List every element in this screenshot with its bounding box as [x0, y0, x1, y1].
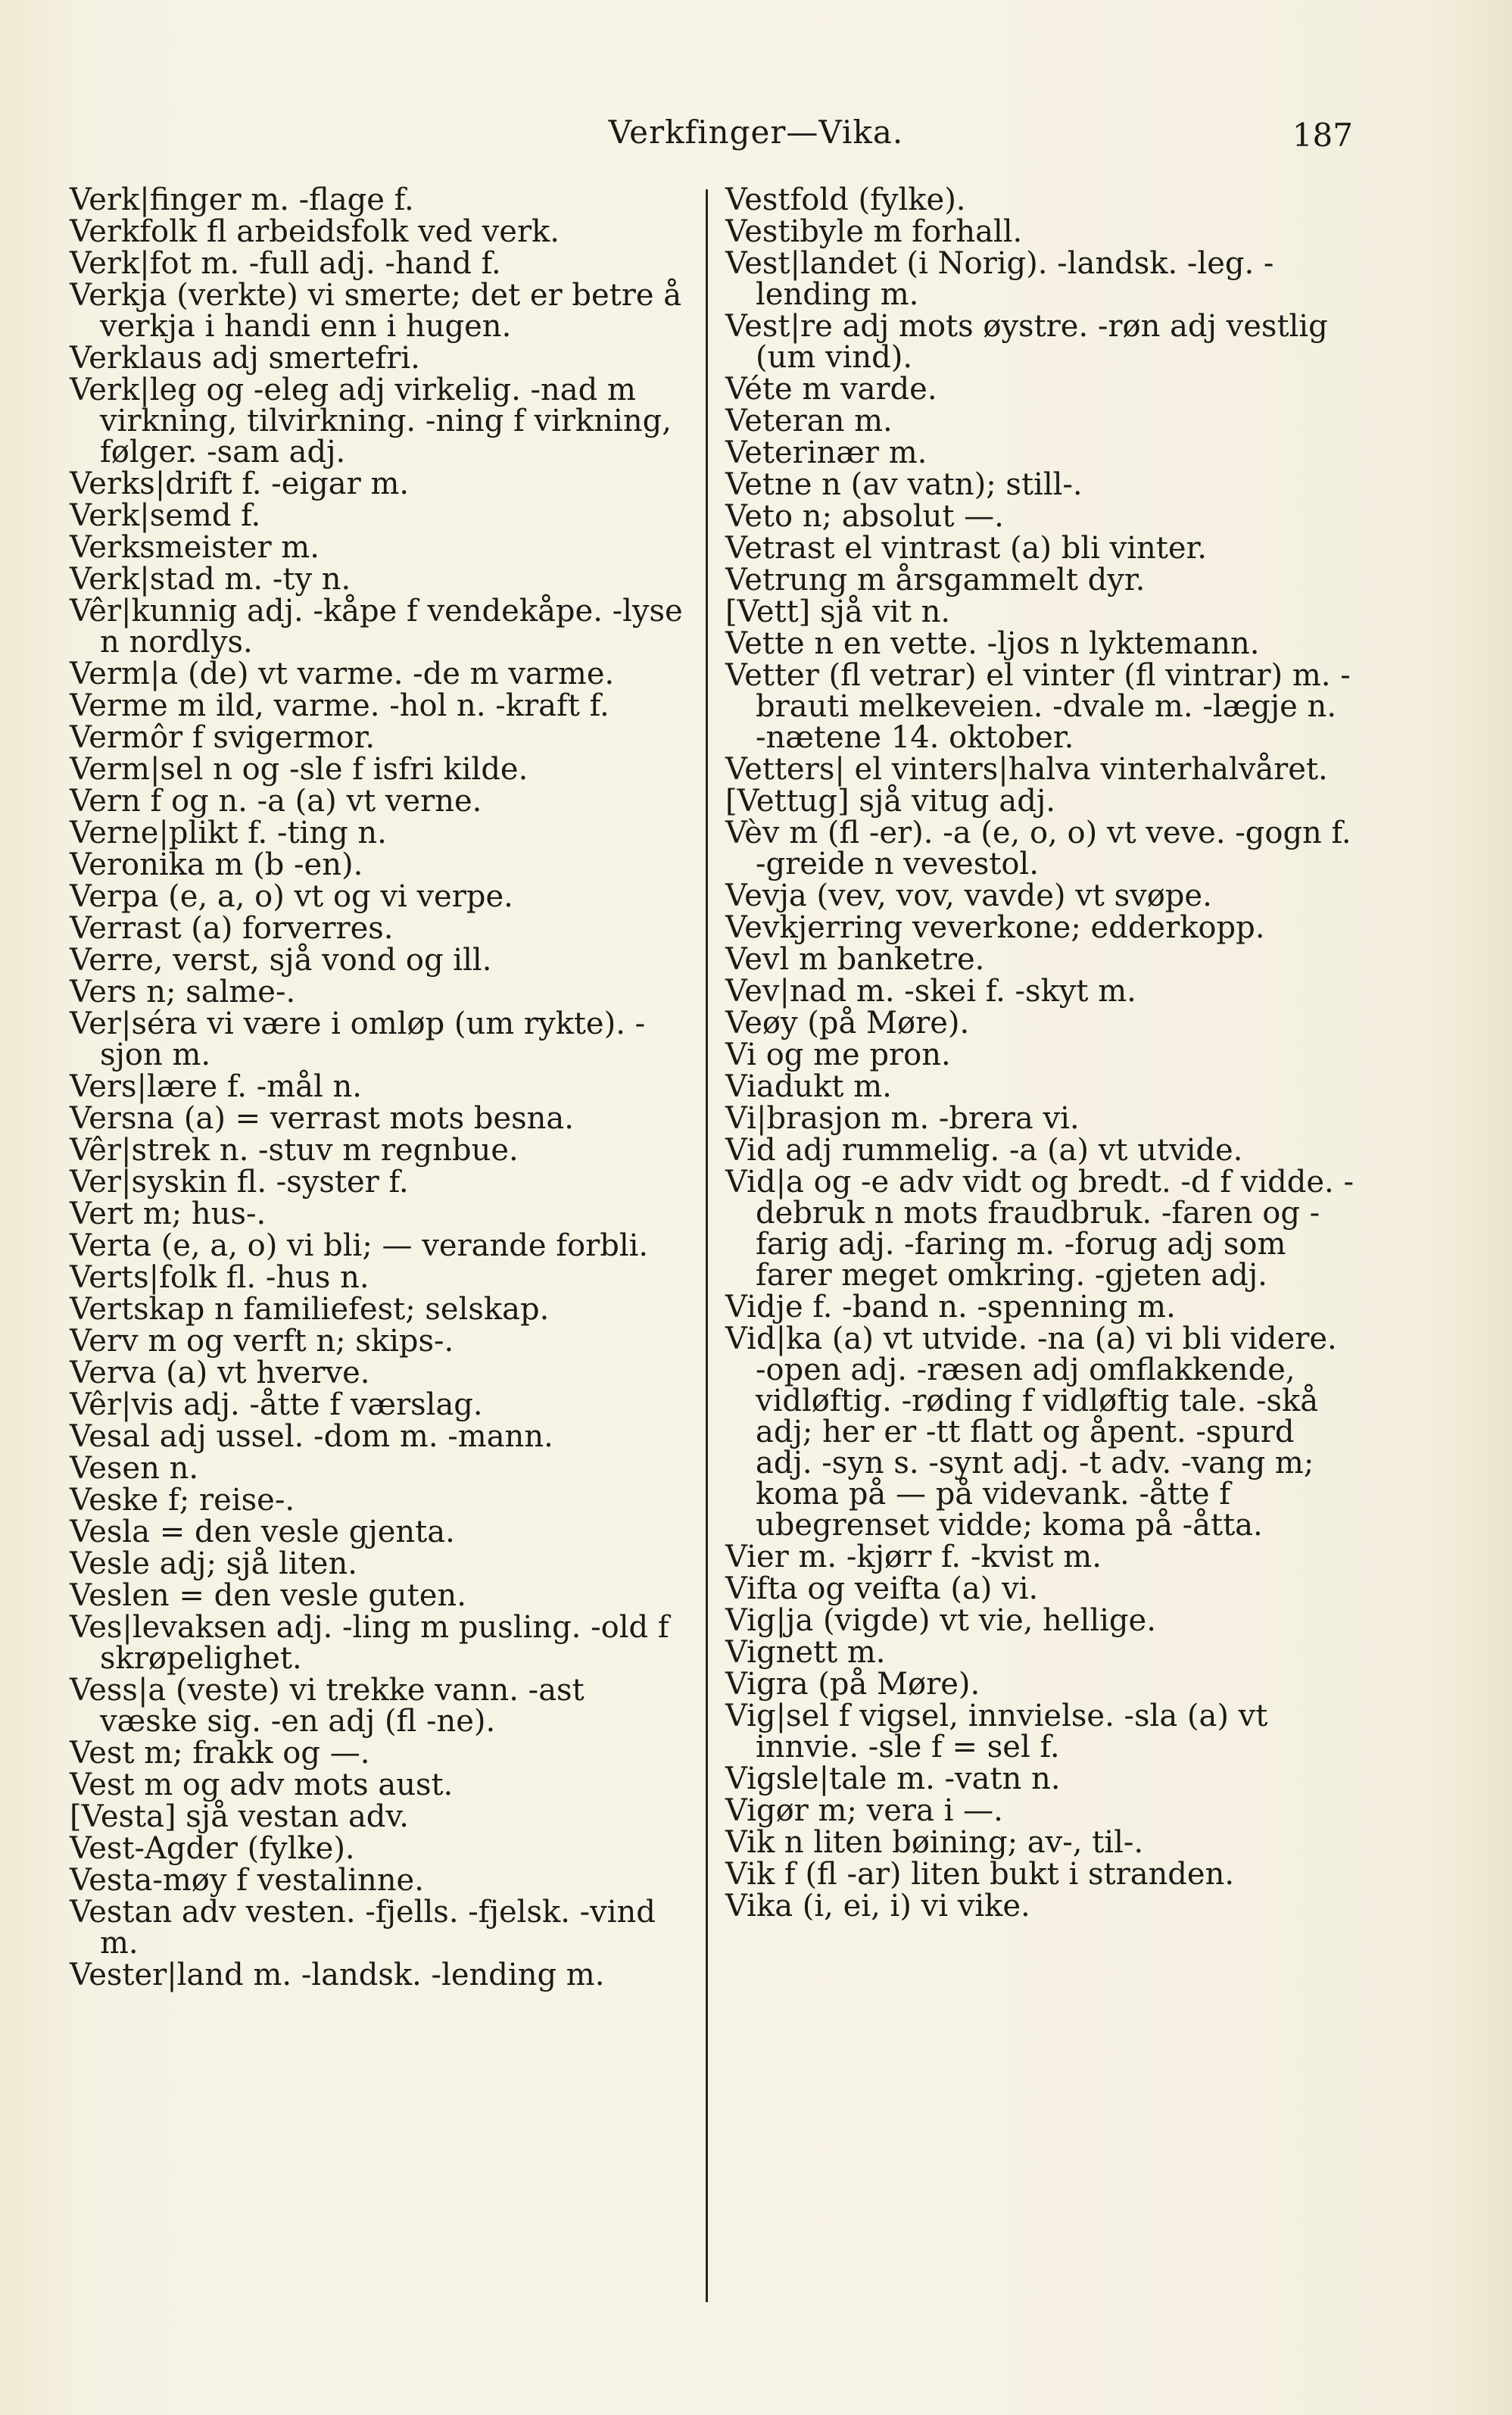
dictionary-entry: Vert m; hus-. — [70, 1197, 267, 1231]
dictionary-entry: Vêr|vis adj. -åtte f værslag. — [70, 1387, 483, 1422]
dictionary-entry: Vevl m banketre. — [725, 942, 985, 977]
dictionary-entry: Veske f; reise-. — [70, 1483, 295, 1518]
dictionary-entry: Vest|landet (i Norig). -landsk. -leg. -lending m. — [725, 246, 1274, 312]
left-column — [70, 185, 691, 1992]
dictionary-entry: Vest-Agder (fylke). — [70, 1831, 355, 1866]
dictionary-entry: [Vettug] sjå vitug adj. — [725, 784, 1055, 819]
dictionary-entry: Vern f og n. -a (a) vt verne. — [70, 784, 482, 819]
dictionary-entry: Vetrung m årsgammelt dyr. — [725, 563, 1146, 598]
dictionary-entry: Vetter (fl vetrar) el vinter (fl vintrar) m. -brauti melkeveien. -dvale m. -lægje n. -nætene 14. oktober. — [725, 658, 1351, 755]
dictionary-entry: Vid|a og -e adv vidt og bredt. -d f vidde. -debruk n mots fraudbruk. -faren og -farig adj. -faring m. -forug adj som farer meget omkring. -gjeten adj. — [725, 1165, 1354, 1293]
dictionary-entry: Vigra (på Møre). — [725, 1667, 980, 1702]
dictionary-entry: Vermôr f svigermor. — [70, 720, 376, 755]
dictionary-entry: Vier m. -kjørr f. -kvist m. — [725, 1540, 1102, 1574]
dictionary-entry: Vèv m (fl -er). -a (e, o, o) vt veve. -gogn f. -greide n vevestol. — [725, 816, 1351, 881]
dictionary-entry: Vigør m; vera i —. — [725, 1793, 1003, 1828]
dictionary-entry: Vetters| el vinters|halva vinterhalvåret. — [725, 752, 1328, 787]
dictionary-entry: Vess|a (veste) vi trekke vann. -ast væske sig. -en adj (fl -ne). — [70, 1673, 585, 1739]
page-number: 187 — [1292, 117, 1353, 154]
dictionary-entry: Verk|stad m. -ty n. — [70, 562, 351, 597]
running-head: Verkfinger—Vika. — [608, 114, 904, 151]
dictionary-entry: Verre, verst, sjå vond og ill. — [70, 943, 492, 978]
dictionary-entry: Vetrast el vintrast (a) bli vinter. — [725, 531, 1207, 566]
dictionary-entry: Vesal adj ussel. -dom m. -mann. — [70, 1419, 553, 1454]
dictionary-entry: Vers|lære f. -mål n. — [70, 1069, 362, 1104]
dictionary-entry: Verk|finger m. -flage f. — [70, 183, 414, 217]
dictionary-entry: Vester|land m. -landsk. -lending m. — [70, 1958, 605, 1992]
dictionary-entry: Vette n en vette. -ljos n lyktemann. — [725, 626, 1260, 661]
dictionary-entry: Vesla = den vesle gjenta. — [70, 1515, 455, 1549]
dictionary-entry: Viadukt m. — [725, 1069, 892, 1104]
dictionary-entry: Verkja (verkte) vi smerte; det er betre å verkja i handi enn i hugen. — [70, 278, 682, 344]
dictionary-entry: Veslen = den vesle guten. — [70, 1578, 466, 1613]
dictionary-entry: Verts|folk fl. -hus n. — [70, 1260, 369, 1295]
dictionary-entry: Versna (a) = verrast mots besna. — [70, 1101, 574, 1136]
dictionary-entry: Vers n; salme-. — [70, 975, 296, 1009]
dictionary-entry: Vesen n. — [70, 1451, 199, 1486]
dictionary-entry: Vi og me pron. — [725, 1037, 951, 1072]
dictionary-entry: Vig|sel f vigsel, innvielse. -sla (a) vt innvie. -sle f = sel f. — [725, 1699, 1268, 1764]
dictionary-entry: Ver|séra vi være i omløp (um rykte). -sjon m. — [70, 1006, 646, 1072]
dictionary-entry: Verv m og verft n; skips-. — [70, 1324, 454, 1359]
dictionary-entry: Vesta-møy f vestalinne. — [70, 1863, 424, 1898]
right-column — [725, 185, 1354, 1923]
dictionary-entry: Vetne n (av vatn); still-. — [725, 467, 1083, 502]
dictionary-entry: Vik f (fl -ar) liten bukt i stranden. — [725, 1857, 1235, 1892]
dictionary-entry: Verne|plikt f. -ting n. — [70, 816, 387, 850]
dictionary-entry: Verm|a (de) vt varme. -de m varme. — [70, 657, 615, 691]
dictionary-entry: [Vett] sjå vit n. — [725, 594, 951, 629]
dictionary-entry: Verk|semd f. — [70, 498, 261, 533]
dictionary-entry: Vest|re adj mots øystre. -røn adj vestlig (um vind). — [725, 309, 1328, 375]
dictionary-entry: Verpa (e, a, o) vt og vi verpe. — [70, 879, 513, 914]
dictionary-entry: Verrast (a) forverres. — [70, 911, 394, 946]
dictionary-entry: Vid adj rummelig. -a (a) vt utvide. — [725, 1133, 1243, 1168]
dictionary-entry: Vertskap n familiefest; selskap. — [70, 1292, 550, 1327]
dictionary-entry: Verk|leg og -eleg adj virkelig. -nad m virkning, tilvirkning. -ning f virkning, følger. -sam adj. — [70, 373, 672, 470]
dictionary-entry: Veøy (på Møre). — [725, 1006, 970, 1041]
dictionary-entry: Véte m varde. — [725, 372, 937, 407]
dictionary-entry: Vig|ja (vigde) vt vie, hellige. — [725, 1603, 1156, 1638]
dictionary-entry: Vesle adj; sjå liten. — [70, 1546, 357, 1581]
dictionary-entry: Ver|syskin fl. -syster f. — [70, 1165, 409, 1200]
dictionary-entry: Vik n liten bøining; av-, til-. — [725, 1825, 1144, 1860]
dictionary-entry: Verklaus adj smertefri. — [70, 341, 420, 376]
column-divider — [706, 189, 708, 2302]
dictionary-entry: [Vesta] sjå vestan adv. — [70, 1799, 409, 1834]
dictionary-entry: Verkfolk fl arbeidsfolk ved verk. — [70, 214, 560, 249]
dictionary-entry: Vêr|kunnig adj. -kåpe f vendekåpe. -lyse n nordlys. — [70, 594, 683, 660]
dictionary-entry: Veteran m. — [725, 404, 893, 438]
dictionary-entry: Vev|nad m. -skei f. -skyt m. — [725, 974, 1136, 1009]
dictionary-entry: Verk|fot m. -full adj. -hand f. — [70, 246, 501, 281]
dictionary-entry: Vid|ka (a) vt utvide. -na (a) vi bli videre. -open adj. -ræsen adj omflakkende, vidløftig. -røding f vidløftig tale. -skå adj; her er -tt flatt og åpent. -spurd adj. -syn s. -synt adj. -t adv. -vang m; koma på — på videvank. -åtte f ubegrenset vidde; koma på -åtta. — [725, 1321, 1337, 1543]
dictionary-entry: Vevkjerring veverkone; edderkopp. — [725, 910, 1265, 945]
dictionary-entry: Vevja (vev, vov, vavde) vt svøpe. — [725, 878, 1212, 913]
dictionary-entry: Verta (e, a, o) vi bli; — verande forbli. — [70, 1228, 649, 1263]
dictionary-entry: Verva (a) vt hverve. — [70, 1356, 370, 1390]
dictionary-entry: Veterinær m. — [725, 435, 927, 470]
dictionary-entry: Verme m ild, varme. -hol n. -kraft f. — [70, 688, 609, 723]
dictionary-entry: Verks|drift f. -eigar m. — [70, 466, 410, 501]
dictionary-entry: Verksmeister m. — [70, 530, 320, 565]
dictionary-entry: Vigsle|tale m. -vatn n. — [725, 1761, 1061, 1796]
dictionary-entry: Vestfold (fylke). — [725, 183, 966, 217]
dictionary-entry: Vi|brasjon m. -brera vi. — [725, 1101, 1080, 1136]
dictionary-entry: Vifta og veifta (a) vi. — [725, 1571, 1039, 1606]
dictionary-entry: Vêr|strek n. -stuv m regnbue. — [70, 1133, 519, 1168]
dictionary-entry: Veto n; absolut —. — [725, 499, 1004, 534]
dictionary-entry: Ves|levaksen adj. -ling m pusling. -old f skrøpelighet. — [70, 1610, 669, 1676]
dictionary-entry: Vika (i, ei, i) vi vike. — [725, 1889, 1030, 1924]
dictionary-entry: Vignett m. — [725, 1635, 886, 1670]
dictionary-entry: Vest m; frakk og —. — [70, 1736, 370, 1771]
dictionary-entry: Vestibyle m forhall. — [725, 214, 1023, 249]
dictionary-entry: Vidje f. -band n. -spenning m. — [725, 1290, 1176, 1325]
dictionary-entry: Vest m og adv mots aust. — [70, 1768, 454, 1802]
dictionary-entry: Veronika m (b -en). — [70, 847, 363, 882]
dictionary-entry: Vestan adv vesten. -fjells. -fjelsk. -vind m. — [70, 1895, 656, 1961]
dictionary-entry: Verm|sel n og -sle f isfri kilde. — [70, 752, 528, 787]
